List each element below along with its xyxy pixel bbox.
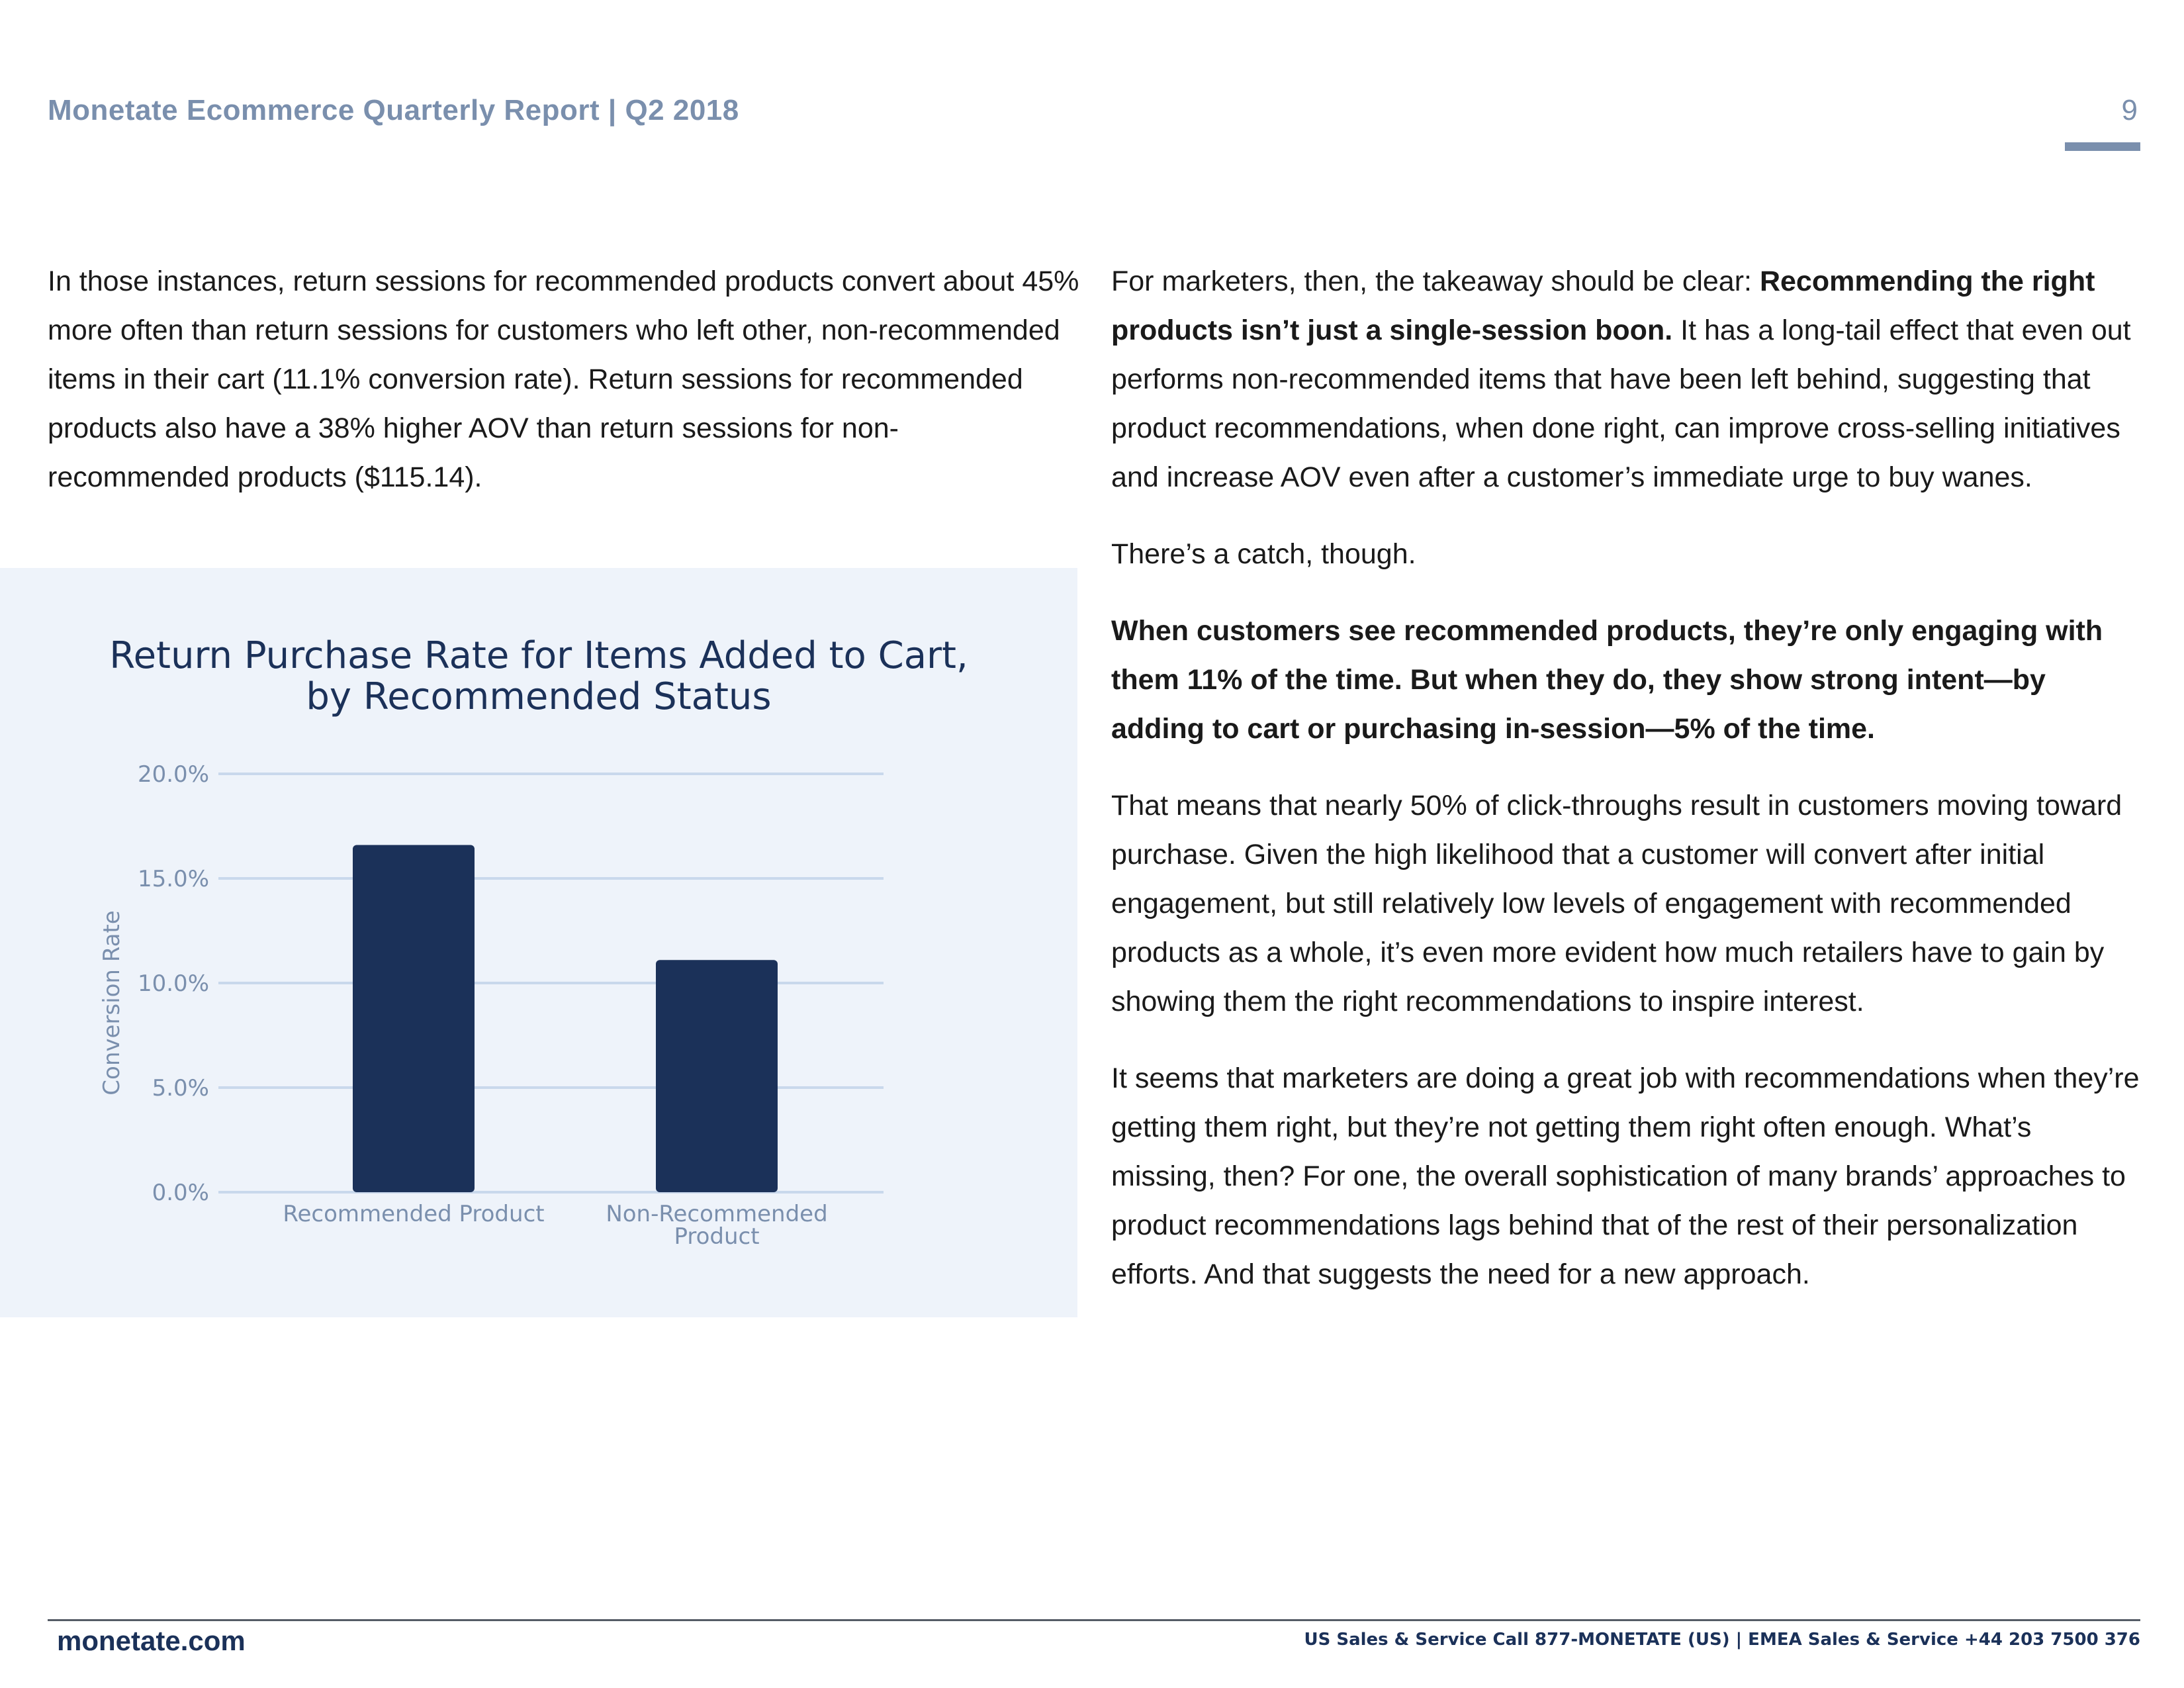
engagement-paragraph: [1111, 606, 2144, 753]
footer-contact: US Sales & Service Call 877-MONETATE (US) | EMEA Sales & Service +44 203 7500 376: [1304, 1630, 2140, 1650]
x-tick-label: Product: [674, 1223, 760, 1250]
chart-panel: [0, 568, 1077, 1317]
y-tick-label: 15.0%: [137, 866, 209, 892]
intro-paragraph: In those instances, return sessions for recommended products convert about 45% more often than return sessions for customers who left other, non-recommended items in their cart (11.1% conversion rate). Return sessions for recommended products also have a 38% higher AOV than return sessions for non-recommended products ($115.14).: [48, 265, 1079, 493]
footer-divider: [48, 1619, 2140, 1621]
left-column: [48, 257, 1080, 530]
footer-brand[interactable]: monetate.com: [57, 1625, 246, 1656]
catch-paragraph: There’s a catch, though.: [1111, 538, 1416, 570]
bar: [353, 845, 475, 1192]
chart-title-line-2: by Recommended Status: [306, 675, 772, 718]
page-number-accent-bar: [2065, 142, 2140, 151]
report-title: Monetate Ecommerce Quarterly Report | Q2 2018: [48, 94, 739, 126]
engagement-bold: When customers see recommended products, they’re only engaging with them 11% of the time. But when they do, they show strong intent—by adding to cart or purchasing in-session—5% of the time.: [1111, 615, 2103, 745]
y-tick-label: 5.0%: [152, 1075, 209, 1102]
x-tick-label: Non-Recommended: [606, 1201, 828, 1227]
takeaway-paragraph: [1111, 257, 2144, 502]
takeaway-tail: It has a long-tail effect that even out performs non-recommended items that have been left behind, suggesting that product recommendations, when done right, can improve cross-selling initiatives and increase AOV even after a customer’s immediate urge to buy wanes.: [1111, 314, 2131, 493]
y-axis-label: Conversion Rate: [99, 910, 125, 1096]
bar-chart: [0, 568, 1077, 1317]
page-number: 9: [2121, 94, 2138, 126]
right-column: [1111, 257, 2144, 1327]
y-tick-label: 20.0%: [137, 761, 209, 788]
click-through-paragraph: That means that nearly 50% of click-throughs result in customers moving toward purchase. Given the high likelihood that a customer will convert after initial engagement, but still relatively low levels of engagement with recommended products as a whole, it’s even more evident how much retailers have to gain by showing them the right recommendations to inspire interest.: [1111, 790, 2122, 1017]
conclusion-paragraph: It seems that marketers are doing a great job with recommendations when they’re getting them right, but they’re not getting them right often enough. What’s missing, then? For one, the overall sophistication of many brands’ approaches to product recommendations lags behind that of the rest of their personalization efforts. And that suggests the need for a new approach.: [1111, 1062, 2140, 1290]
chart-title-line-1: Return Purchase Rate for Items Added to Cart,: [109, 634, 968, 677]
takeaway-bold: Recommending the right products isn’t just a single-session boon.: [1111, 265, 2095, 346]
y-tick-label: 10.0%: [137, 970, 209, 997]
bar: [656, 960, 778, 1192]
x-tick-label: Recommended Product: [283, 1201, 545, 1227]
y-tick-label: 0.0%: [152, 1180, 209, 1206]
takeaway-lead: For marketers, then, the takeaway should be clear:: [1111, 265, 1760, 297]
